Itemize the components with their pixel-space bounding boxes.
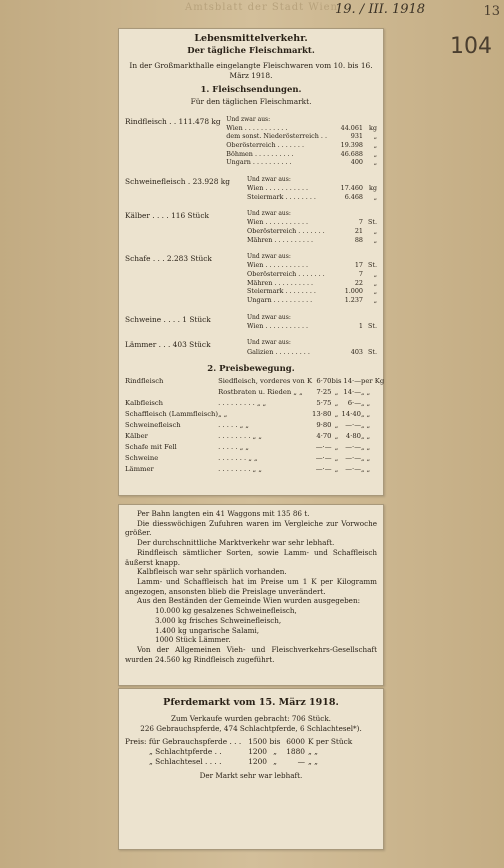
origin-unit: „ [373,287,377,296]
price-from: 4·70 [316,431,332,440]
price-to: —·— [345,420,361,429]
origin-value: 403 [350,347,363,356]
price-to: 4·80 [345,431,361,440]
price-from: 13·80 [312,409,332,418]
price-from: 9·80 [316,420,332,429]
shipment-total: Kälber . . . . 116 Stück [125,211,209,221]
price-category: Kälber [125,431,148,440]
price-from: 5·75 [316,398,332,407]
shipment-total: Lämmer . . . 403 Stück [125,340,211,350]
price-unit: „ „ [361,409,371,418]
report-paragraph: Aus den Beständen der Gemeinde Wien wurden ausgegeben: [137,596,360,606]
breakdown-row [247,322,377,331]
breakdown-row [247,296,377,305]
origin-unit: „ [373,278,377,287]
page-number-alt: 104 [450,34,492,59]
price-bis: „ [334,409,339,418]
clipping-title: Lebensmittelverkehr. [194,33,308,44]
price-unit: „ „ [361,431,371,440]
price-from: —·— [315,453,332,462]
origin-value: 7 [358,218,363,227]
origin-value: 1 [358,321,363,330]
price-category [125,387,218,398]
price-bis: „ [334,442,339,451]
origin-value: 88 [354,235,363,244]
shipment-breakdown [247,210,377,244]
origin-unit: „ [373,227,377,236]
origin-unit: kg [369,123,377,132]
shipment-group [125,253,377,304]
price-row [125,387,384,398]
breakdown-row [247,236,377,245]
origin-value: 46.688 [340,149,363,158]
report-paragraph: Per Bahn langten ein 41 Waggons mit 135 86 t. [137,509,310,518]
price-description: . . . . . . . . „ „ [218,464,262,473]
origin-unit: „ [373,296,377,305]
breakdown-heading: Und zwar aus: [247,339,291,347]
shipment-total: Schafe . . . 2.283 Stück [125,254,212,264]
price-bis: „ [334,431,339,440]
origin-name: Böhmen . . . . . . . . . . [226,149,294,158]
report-paragraph: Lamm- und Schaffleisch hat im Preise um 1 K per Kilogramm angezogen, ansonsten blieb die Preislage unverändert. [125,577,377,596]
price-unit: „ „ [361,453,371,462]
clipping-intro: In der Großmarkthalle eingelangte Fleischwaren vom 10. bis 16. März 1918. [129,61,373,81]
price-row [125,453,384,464]
horse-market-closing: Der Markt sehr war lebhaft. [199,771,303,781]
breakdown-row [247,348,377,357]
price-from: 7·25 [316,387,332,396]
price-to: —·— [345,442,361,451]
list-item: 1000 Stück Lämmer. [155,635,231,645]
horse-market-line: 226 Gebrauchspferde, 474 Schlachtpferde, 6 Schlachtesel*). [140,723,362,733]
price-category: Schweinefleisch [125,420,181,429]
origin-value: 17.460 [340,184,363,193]
breakdown-heading: Und zwar aus: [247,176,291,183]
price-category: Kalbfleisch [125,398,164,407]
breakdown-heading: Und zwar aus: [247,253,291,261]
price-description: . . . . . . . . . „ „ [218,398,267,407]
price-to: 14·— [343,376,361,385]
price-description: „ „ [218,409,228,418]
shipment-breakdown [247,176,377,201]
breakdown-heading: Und zwar aus: [226,115,271,123]
horse-price-row: Preis: für Gebrauchspferde . . . 1500 bis 6000 K per Stück [125,737,353,747]
price-bis: bis [331,376,342,385]
price-category: Schweine [125,453,159,462]
origin-name: Ungarn . . . . . . . . . . [226,158,292,167]
origin-value: 6.468 [344,192,363,201]
breakdown-row [226,150,377,159]
list-item: 1.400 kg ungarische Salami, [155,625,260,635]
breakdown-row [226,158,377,167]
price-category: Schaffleisch (Lammfleisch) [125,409,219,418]
price-description: Siedfleisch, vorderes von K [218,376,313,385]
price-to: 14·40 [341,409,361,418]
breakdown-row [247,261,377,270]
shipment-breakdown [247,314,377,331]
origin-name: Mähren . . . . . . . . . . [247,278,314,287]
breakdown-row [226,132,377,141]
shipment-breakdown [247,253,377,304]
origin-unit: „ [373,149,377,158]
shipment-group [125,314,377,331]
price-unit: „ „ [361,442,371,451]
price-bis: „ [334,453,339,462]
origin-name: dem sonst. Niederösterreich . . [226,132,327,141]
report-paragraph: Kalbfleisch war sehr spärlich vorhanden. [137,567,287,577]
price-description: . . . . . „ „ [218,420,249,429]
section-heading-shipments: 1. Fleischsendungen. [200,85,302,96]
header-stamp: Amtsblatt der Stadt Wien [185,2,338,13]
origin-unit: „ [373,141,377,150]
price-bis: „ [334,387,339,396]
origin-unit: St. [368,347,377,356]
origin-unit: St. [368,261,377,270]
clipping-meat-market [118,28,384,496]
origin-name: Wien . . . . . . . . . . . [226,123,288,132]
origin-value: 7 [358,270,363,279]
price-description: . . . . . „ „ [218,442,249,451]
horse-price-row: „ Schlachtpferde . . 1200 „ 1880 „ „ [149,747,319,757]
horse-market-line: Zum Verkaufe wurden gebracht: 706 Stück. [171,713,331,723]
shipment-total: Schweinefleisch . 23.928 kg [125,177,230,186]
price-to: 14·— [343,387,361,396]
price-category: Schafe mit Fell [125,442,177,451]
shipment-group [125,339,377,356]
breakdown-row [247,193,377,202]
origin-name: Steiermark . . . . . . . . [247,287,316,296]
section-subheading: Für den täglichen Fleischmarkt. [190,96,312,106]
origin-name: Oberösterreich . . . . . . . [247,227,325,236]
shipment-breakdown [247,339,377,356]
price-from: —·— [315,464,332,473]
breakdown-row [247,218,377,227]
header-date: 19. / III. 1918 [335,2,426,17]
shipment-group [125,116,377,167]
breakdown-row [247,270,377,279]
report-paragraph: Der durchschnittliche Marktverkehr war sehr lebhaft. [137,538,335,548]
origin-unit: St. [368,321,377,330]
price-row [125,442,384,453]
price-row [125,431,384,442]
price-row [125,409,384,420]
origin-name: Wien . . . . . . . . . . . [247,218,309,227]
price-to: —·— [345,464,361,473]
shipment-breakdown [226,116,377,167]
origin-unit: St. [368,218,377,227]
price-unit: „ „ [361,398,371,407]
shipment-total: Schweine . . . . 1 Stück [125,314,211,324]
origin-unit: „ [373,235,377,244]
report-paragraph: Die diesswöchigen Zufuhren waren im Vergleiche zur Vorwoche größer. [125,518,377,538]
origin-name: Wien . . . . . . . . . . . [247,321,309,330]
price-row [125,376,384,387]
origin-value: 931 [350,132,363,141]
breakdown-row [247,279,377,288]
price-to: 6·— [347,398,361,407]
breakdown-row [247,287,377,296]
origin-value: 1.000 [344,287,363,296]
breakdown-row [226,124,377,133]
shipment-groups [125,116,377,356]
report-paragraph: Rindfleisch sämtlicher Sorten, sowie Lamm- und Schaffleisch äußerst knapp. [125,547,377,567]
breakdown-row [247,184,377,193]
price-from: 6·70 [316,376,332,385]
origin-value: 400 [350,158,363,167]
price-category: Lämmer [125,464,154,473]
clipping-subtitle: Der tägliche Fleischmarkt. [187,45,315,56]
origin-name: Wien . . . . . . . . . . . [247,184,309,193]
horse-market-title: Pferdemarkt vom 15. März 1918. [163,697,339,708]
price-row [125,398,384,409]
breakdown-row [226,141,377,150]
origin-value: 1.237 [344,296,363,305]
price-unit: per Kg [361,376,385,385]
shipment-total: Rindfleisch . . 111.478 kg [125,116,221,126]
price-table [125,376,384,475]
price-description: . . . . . . . „ „ [218,453,258,462]
origin-value: 19.398 [340,141,363,150]
price-bis: „ [334,464,339,473]
origin-value: 17 [354,261,363,270]
breakdown-heading: Und zwar aus: [247,210,291,218]
page-number: 13 [483,4,500,19]
price-unit: „ „ [361,464,371,473]
price-row [125,420,384,431]
price-bis: „ [334,420,339,429]
price-unit: „ „ [361,420,371,429]
origin-name: Wien . . . . . . . . . . . [247,261,309,270]
origin-name: Ungarn . . . . . . . . . . [247,296,313,305]
horse-price-row: „ Schlachtesel . . . . 1200 „ — „ „ [149,757,319,767]
shipment-group [125,210,377,244]
price-row [125,464,384,475]
clipping-horse-market [118,688,384,850]
price-description: Rostbraten u. Rieden „ „ [218,387,303,396]
origin-unit: „ [373,132,377,141]
origin-value: 22 [354,278,363,287]
origin-unit: „ [373,158,377,167]
origin-value: 21 [354,227,363,236]
price-from: —·— [315,442,332,451]
breakdown-heading: Und zwar aus: [247,313,291,321]
origin-name: Mähren . . . . . . . . . . [247,235,314,244]
price-to: —·— [345,453,361,462]
breakdown-row [247,227,377,236]
origin-unit: „ [373,270,377,279]
price-description: . . . . . . . . „ „ [218,431,262,440]
price-unit: „ „ [361,387,371,396]
origin-name: Galizien . . . . . . . . . [247,347,310,356]
origin-name: Oberösterreich . . . . . . . [226,141,305,150]
clipping-market-report [118,504,384,686]
shipment-group [125,176,377,201]
origin-name: Oberösterreich . . . . . . . [247,270,325,279]
price-category: Rindfleisch [125,376,164,385]
report-paragraph: Von der Allgemeinen Vieh- und Fleischverkehrs-Gesellschaft wurden 24.560 kg Rindfleisch zugeführt. [125,645,377,664]
origin-unit: kg [369,184,377,193]
section-heading-prices: 2. Preisbewegung. [207,364,295,375]
origin-unit: „ [373,192,377,201]
list-item: 10.000 kg gesalzenes Schweinefleisch, [155,606,297,616]
list-item: 3.000 kg frisches Schweinefleisch, [155,615,282,625]
price-bis: „ [334,398,339,407]
origin-name: Steiermark . . . . . . . . [247,192,316,201]
origin-value: 44.061 [340,123,363,132]
